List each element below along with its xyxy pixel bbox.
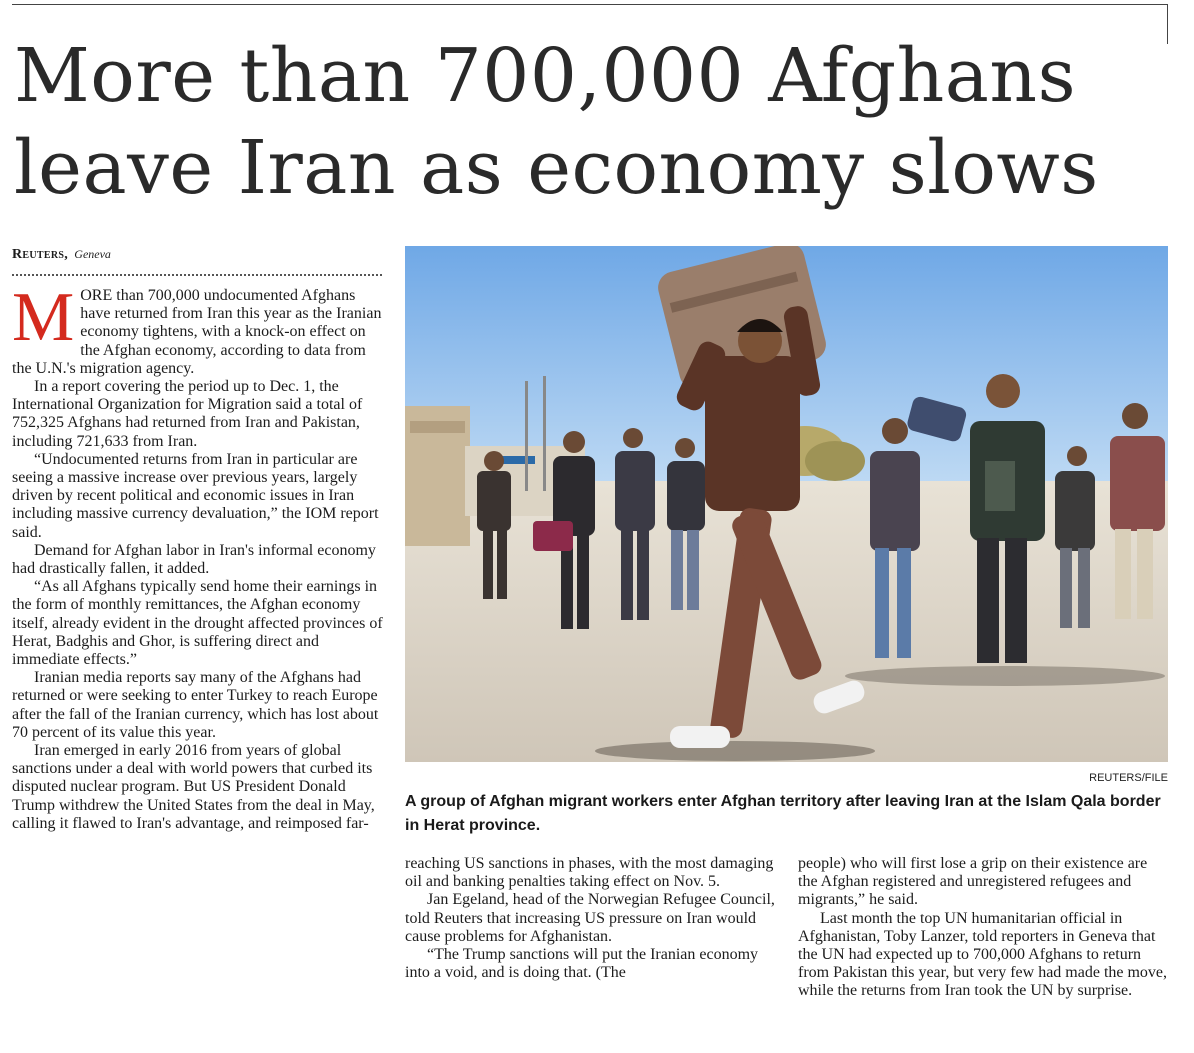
article-paragraph: “The Trump sanctions will put the Iranian economy into a void, and is doing that. (The — [405, 946, 759, 982]
article-paragraph: people) who will first lose a grip on their existence are the Afghan registered and unregistered refugees and migrants,” he said. — [798, 855, 1148, 909]
byline-divider — [12, 274, 382, 276]
article-column-2 — [405, 855, 785, 982]
article-paragraph: “As all Afghans typically send home their earnings in the form of monthly remittances, the Afghan economy itself, already evident in the drought affected provinces of Herat, Badghis and Ghor, is suffering direct and immediate effects.” — [12, 578, 383, 669]
article-paragraph: reaching US sanctions in phases, with the most damaging oil and banking penalties taking effect on Nov. 5. — [405, 855, 774, 891]
migrants-photo-illustration — [405, 246, 1168, 762]
article-paragraph: Iranian media reports say many of the Afghans had returned or were seeking to enter Turkey to reach Europe after the fall of the Iranian currency, which has lost about 70 percent of its value this year. — [12, 669, 379, 741]
headline — [14, 30, 1184, 214]
drop-cap: M — [12, 279, 75, 356]
article-paragraph: Demand for Afghan labor in Iran's informal economy had drastically fallen, it added. — [12, 541, 376, 578]
news-photo — [405, 246, 1168, 762]
byline — [12, 246, 111, 263]
byline-place: Geneva — [74, 247, 111, 261]
byline-agency: Reuters, — [12, 247, 69, 262]
headline-line-1: More than 700,000 Afghans — [14, 33, 1077, 119]
top-rule — [12, 4, 1168, 5]
article-column-1 — [12, 279, 384, 833]
article-paragraph: Jan Egeland, head of the Norwegian Refugee Council, told Reuters that increasing US pressure on Iran would cause problems for Afghanistan. — [405, 891, 775, 945]
article-paragraph: Iran emerged in early 2016 from years of global sanctions under a deal with world powers that curbed its disputed nuclear program. But US President Donald Trump withdrew the United States from the deal in May, calling it flawed to Iran's advantage, and reimposed far- — [12, 742, 375, 832]
photo-credit: REUTERS/FILE — [1089, 772, 1168, 784]
photo-caption: A group of Afghan migrant workers enter Afghan territory after leaving Iran at the Islam Qala border in Herat province. — [405, 793, 1161, 834]
article-paragraph: “Undocumented returns from Iran in particular are seeing a massive increase over previous years, largely driven by recent political and economic issues in Iran including massive currency devaluation,” the IOM report said. — [12, 450, 379, 541]
article-column-3 — [798, 855, 1170, 1001]
article-paragraph: MORE than 700,000 undocumented Afghans have returned from Iran this year as the Iranian economy tightens, with a knock-on effect on the Afghan economy, according to data from the U.N.'s migration agency. — [12, 279, 382, 377]
headline-line-2: leave Iran as economy slows — [14, 125, 1099, 211]
article-paragraph: In a report covering the period up to Dec. 1, the International Organization for Migration said a total of 752,325 Afghans had returned from Iran and Pakistan, including 721,633 from Iran. — [12, 378, 363, 450]
article-paragraph: Last month the top UN humanitarian official in Afghanistan, Toby Lanzer, told reporters in Geneva that the UN had expected up to 700,000 Afghans to return from Pakistan this year, but very few had made the move, while the returns from Iran took the UN by surprise. — [798, 909, 1168, 1000]
